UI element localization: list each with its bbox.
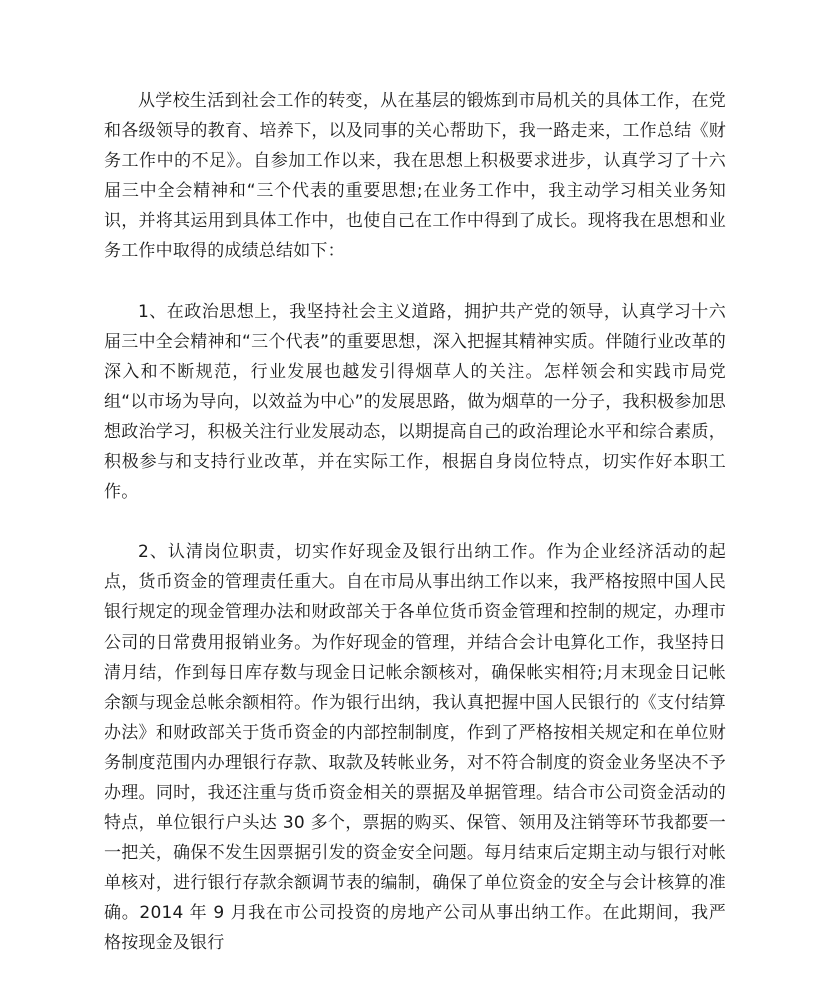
document-body — [104, 86, 726, 959]
paragraph-political-thought: 1、在政治思想上，我坚持社会主义道路，拥护共产党的领导，认真学习十六届三中全会精神和“三个代表”的重要思想，深入把握其精神实质。伴随行业改革的深入和不断规范，行业发展也越发引得烟草人的关注。怎样领会和实践市局党组“以市场为导向，以效益为中心”的发展思路，做为烟草的一分子，我积极参加思想政治学习，积极关注行业发展动态，以期提高自己的政治理论水平和综合素质，积极参与和支持行业改革，并在实际工作，根据自身岗位特点，切实作好本职工作。 — [104, 301, 726, 503]
paragraph-cashier-duties: 2、认清岗位职责，切实作好现金及银行出纳工作。作为企业经济活动的起点，货币资金的管理责任重大。自在市局从事出纳工作以来，我严格按照中国人民银行规定的现金管理办法和财政部关于各单位货币资金管理和控制的规定，办理市公司的日常费用报销业务。为作好现金的管理，并结合会计电算化工作，我坚持日清月结，作到每日库存数与现金日记帐余额核对，确保帐实相符;月末现金日记帐余额与现金总帐余额相符。作为银行出纳，我认真把握中国人民银行的《支付结算办法》和财政部关于货币资金的内部控制制度，作到了严格按相关规定和在单位财务制度范围内办理银行存款、取款及转帐业务，对不符合制度的资金业务坚决不予办理。同时，我还注重与货币资金相关的票据及单据管理。结合市公司资金活动的特点，单位银行户头达 30 多个，票据的购买、保管、领用及注销等环节我都要一一把关，确保不发生因票据引发的资金安全问题。每月结束后定期主动与银行对帐单核对，进行银行存款余额调节表的编制，确保了单位资金的安全与会计核算的准确。2014 年 9 月我在市公司投资的房地产公司从事出纳工作。在此期间，我严格按现金及银行 — [104, 542, 726, 954]
paragraph-intro: 从学校生活到社会工作的转变，从在基层的锻炼到市局机关的具体工作，在党和各级领导的教育、培养下，以及同事的关心帮助下，我一路走来，工作总结《财务工作中的不足》。自参加工作以来，我在思想上积极要求进步，认真学习了十六届三中全会精神和“三个代表的重要思想;在业务工作中，我主动学习相关业务知识，并将其运用到具体工作中，也使自己在工作中得到了成长。现将我在思想和业务工作中取得的成绩总结如下： — [104, 91, 726, 262]
